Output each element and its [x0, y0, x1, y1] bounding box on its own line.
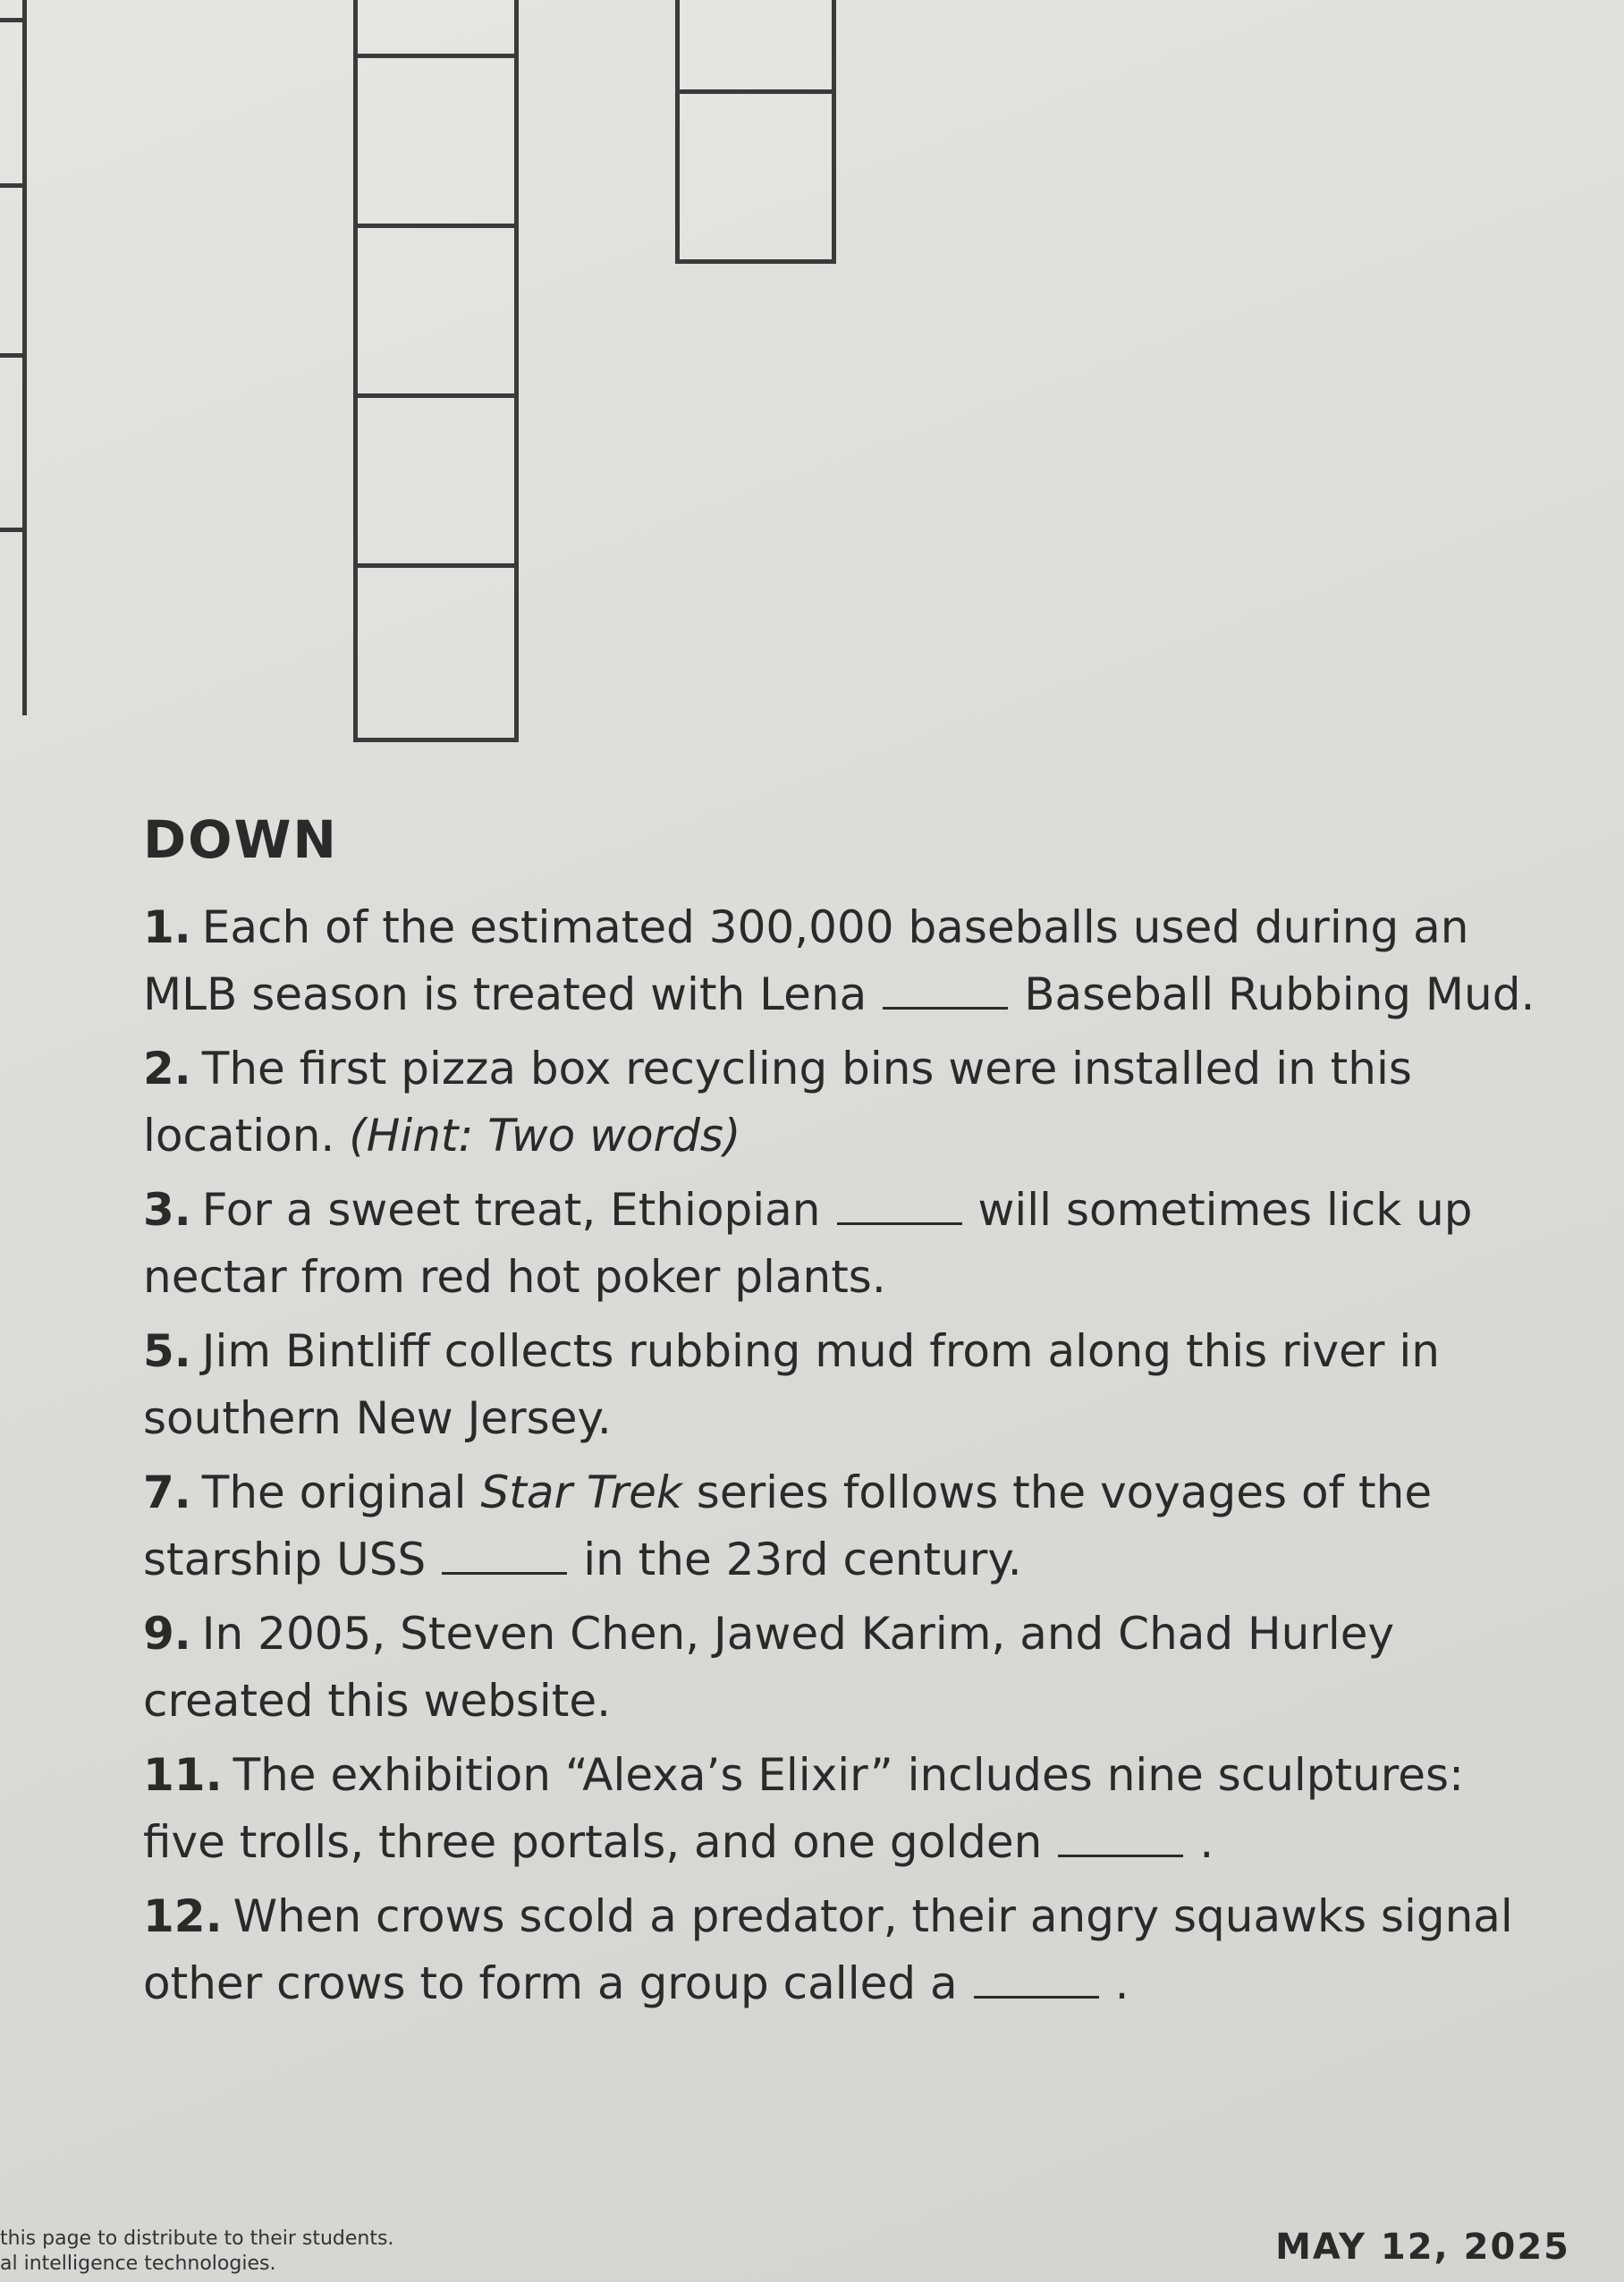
clue-12: [143, 1883, 1556, 2017]
clue-text: in the 23rd century.: [583, 1534, 1022, 1585]
clue-text: .: [1114, 1957, 1129, 2009]
crossword-cell[interactable]: [353, 393, 519, 568]
answer-blank[interactable]: [442, 1571, 567, 1575]
answer-blank[interactable]: [1058, 1854, 1183, 1857]
issue-date: MAY 12, 2025: [1275, 2227, 1570, 2268]
clue-number: 11.: [143, 1749, 223, 1801]
clue-number: 3.: [143, 1184, 191, 1236]
clue-text: For a sweet treat, Ethiopian: [201, 1184, 821, 1236]
clue-number: 5.: [143, 1325, 191, 1377]
clue-text: Each of the estimated 300,000 baseballs used during an MLB season is treated with Lena: [143, 901, 1469, 1020]
crossword-cell[interactable]: [675, 89, 836, 264]
clue-2: [143, 1035, 1556, 1170]
clue-1: [143, 894, 1556, 1028]
crossword-cell[interactable]: [353, 563, 519, 742]
crossword-cell[interactable]: [353, 0, 519, 58]
answer-blank[interactable]: [974, 1995, 1099, 1999]
clue-text: The exhibition “Alexa’s Elixir” includes nine sculptures: five trolls, three portals, and one golden: [143, 1749, 1464, 1868]
clue-text: series follows the voyages of the starship USS: [143, 1466, 1433, 1585]
clue-9: [143, 1601, 1556, 1735]
clue-5: [143, 1318, 1556, 1452]
clue-11: [143, 1742, 1556, 1876]
crossword-grid-edge: [0, 0, 27, 715]
clue-number: 9.: [143, 1608, 191, 1660]
crossword-column-down: [353, 0, 519, 742]
crossword-cell[interactable]: [353, 54, 519, 228]
clue-text: In 2005, Steven Chen, Jawed Karim, and Chad Hurley created this website.: [143, 1608, 1395, 1727]
down-clue-list: [143, 894, 1556, 2024]
clue-text: The original: [201, 1466, 467, 1518]
footer-note: [0, 2227, 393, 2277]
footer-line: this page to distribute to their students.: [0, 2227, 394, 2250]
clue-italic-title: Star Trek: [480, 1466, 682, 1518]
clue-text: Jim Bintliff collects rubbing mud from along this river in southern New Jersey.: [143, 1325, 1440, 1444]
clue-hint: (Hint: Two words): [349, 1110, 741, 1162]
clue-text: The first pizza box recycling bins were installed in this location.: [143, 1043, 1412, 1162]
answer-blank[interactable]: [837, 1221, 962, 1225]
crossword-cell[interactable]: [675, 0, 836, 94]
clue-number: 1.: [143, 901, 191, 953]
clue-3: [143, 1177, 1556, 1311]
clue-text: will sometimes lick up nectar from red hot poker plants.: [143, 1184, 1473, 1303]
clue-7: [143, 1459, 1556, 1593]
clue-text: Baseball Rubbing Mud.: [1024, 968, 1535, 1020]
clue-number: 2.: [143, 1043, 191, 1095]
crossword-column-short: [675, 0, 836, 264]
down-heading: DOWN: [143, 809, 338, 870]
answer-blank[interactable]: [883, 1006, 1008, 1010]
clue-number: 7.: [143, 1466, 191, 1518]
clue-number: 12.: [143, 1890, 223, 1942]
clue-text: .: [1199, 1816, 1214, 1868]
crossword-cell[interactable]: [353, 224, 519, 398]
footer-line: al intelligence technologies.: [0, 2252, 276, 2275]
clue-text: When crows scold a predator, their angry squawks signal other crows to form a group called a: [143, 1890, 1513, 2009]
